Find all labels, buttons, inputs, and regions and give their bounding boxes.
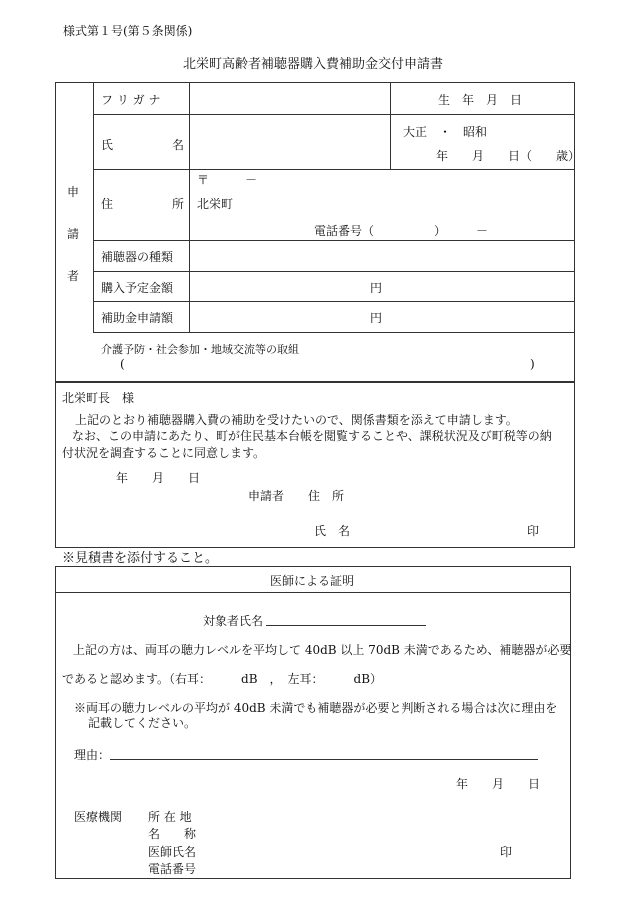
seal-mark: 印	[527, 524, 540, 538]
activities-open-paren: (	[120, 357, 125, 371]
subject-name-label: 対象者氏名	[203, 614, 264, 628]
subject-name-field[interactable]	[266, 608, 426, 624]
subsidy-amount-unit: 円	[370, 311, 383, 325]
planned-amount-label: 購入予定金額	[101, 281, 174, 295]
doctor-statement-1: 上記の方は、両耳の聴力レベルを平均して 40dB 以上 70dB 未満であるため、補聴器が必要	[73, 643, 572, 657]
declaration-line-3: 付状況を調査することに同意します。	[62, 446, 266, 460]
address-prefix[interactable]: 北栄町	[197, 197, 234, 211]
birth-ymd[interactable]: 年 月 日（ 歳）	[436, 149, 581, 163]
subsidy-amount-label: 補助金申請額	[101, 311, 174, 325]
name-field[interactable]	[191, 116, 388, 168]
applicant-address-label: 申請者 住 所	[248, 489, 345, 503]
doctor-heading: 医師による証明	[270, 574, 355, 588]
hearing-aid-type-label: 補聴器の種類	[101, 250, 174, 264]
applicant-name-label: 氏 名	[314, 524, 351, 538]
address-label-b: 所	[172, 197, 185, 211]
form-title: 北栄町高齢者補聴器購入費補助金交付申請書	[183, 57, 444, 72]
doctor-name-label: 医師氏名	[148, 845, 197, 859]
institution-name-label: 名 称	[148, 827, 197, 841]
declaration-date[interactable]: 年 月 日	[116, 471, 201, 485]
doctor-phone-label: 電話番号	[148, 862, 197, 876]
doctor-note-1: ※両耳の聴力レベルの平均が 40dB 未満でも補聴器が必要と判断される場合は次に理由を	[74, 701, 558, 715]
doctor-seal-mark: 印	[500, 845, 513, 859]
applicant-section-label-1: 申	[67, 185, 80, 199]
doctor-date[interactable]: 年 月 日	[456, 777, 541, 791]
postal-mark[interactable]: 〒 －	[197, 173, 258, 187]
furigana-label: フ リ ガ ナ	[101, 93, 161, 107]
reason-field[interactable]	[110, 742, 538, 758]
form-number: 様式第１号(第５条関係)	[63, 24, 193, 38]
declaration-line-1: 上記のとおり補聴器購入費の補助を受けたいので、関係書類を添えて申請します。	[75, 413, 518, 427]
addressee: 北栄町長 様	[62, 391, 135, 405]
name-label-a: 氏	[101, 138, 114, 152]
activities-field[interactable]	[130, 356, 526, 378]
applicant-section-label-3: 者	[67, 269, 80, 283]
furigana-field[interactable]	[191, 84, 388, 113]
planned-amount-unit: 円	[370, 281, 383, 295]
reason-label: 理由：	[74, 748, 111, 762]
doctor-note-2: 記載してください。	[88, 716, 197, 730]
activities-close-paren: )	[530, 357, 535, 371]
institution-label: 医療機関	[74, 810, 123, 824]
applicant-section-label-2: 請	[67, 227, 80, 241]
phone-label[interactable]: 電話番号（ ） －	[314, 224, 489, 238]
address-label-a: 住	[101, 197, 114, 211]
location-label: 所 在 地	[148, 810, 192, 824]
activities-label: 介護予防・社会参加・地域交流等の取組	[101, 343, 299, 356]
declaration-line-2: なお、この申請にあたり、町が住民基本台帳を閲覧することや、課税状況及び町税等の納	[72, 429, 552, 443]
attachment-note: ※見積書を添付すること。	[62, 551, 219, 566]
era-options[interactable]: 大正 ・ 昭和	[403, 125, 488, 139]
doctor-statement-2: であると認めます。（右耳： dB ， 左耳： dB）	[62, 672, 383, 686]
hearing-aid-type-field[interactable]	[191, 242, 573, 270]
birthdate-header: 生 年 月 日	[438, 93, 523, 107]
name-label-b: 名	[172, 138, 185, 152]
